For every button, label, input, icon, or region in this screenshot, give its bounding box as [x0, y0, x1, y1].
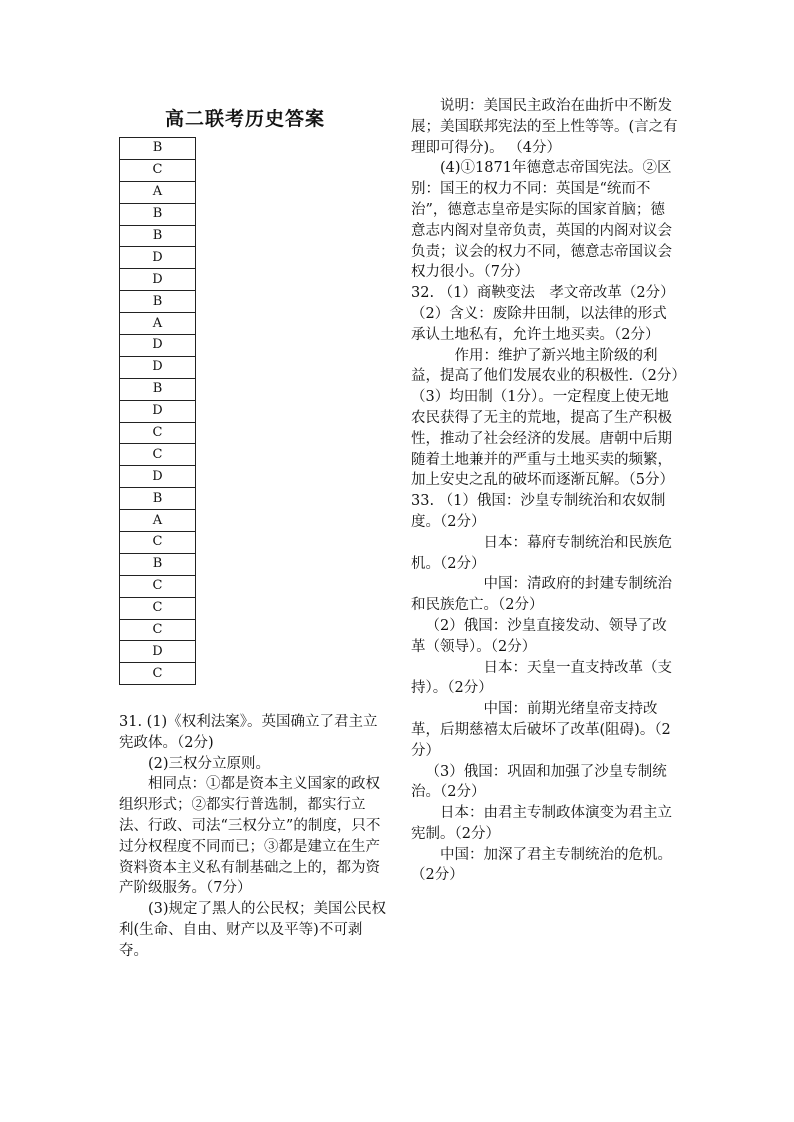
answer-cell: C — [120, 597, 196, 619]
answer-cell: B — [120, 378, 196, 400]
answer-cell: A — [120, 313, 196, 335]
answer-row — [120, 313, 196, 335]
answer-paragraph: 日本：幕府专制统治和民族危机。（2分） — [411, 534, 672, 572]
answer-paragraph: 33. （1）俄国：沙皇专制统治和农奴制度。（2分） — [411, 493, 666, 530]
answer-row — [120, 378, 196, 400]
answer-cell: C — [120, 532, 196, 554]
answer-cell: D — [120, 247, 196, 269]
answer-row — [120, 159, 196, 181]
answer-cell: D — [120, 466, 196, 488]
answer-row — [120, 663, 196, 685]
answer-cell: C — [120, 663, 196, 685]
answer-row — [120, 597, 196, 619]
answer-cell: D — [120, 269, 196, 291]
answer-cell: B — [120, 225, 196, 247]
answer-cell: D — [120, 335, 196, 357]
answer-paragraph: 作用：维护了新兴地主阶级的利益，提高了他们发展农业的积极性.（2分） — [411, 347, 686, 385]
answer-row — [120, 247, 196, 269]
answer-cell: A — [120, 510, 196, 532]
answer-paragraph: 31. (1)《权利法案》。英国确立了君主立宪政体。（2分) — [119, 714, 378, 751]
answer-row — [120, 619, 196, 641]
answer-cell: B — [120, 553, 196, 575]
right-column-answers — [411, 96, 686, 886]
answer-paragraph: （3）俄国：巩固和加强了沙皇专制统治。（2分） — [411, 763, 667, 801]
answer-cell: C — [120, 575, 196, 597]
answer-row — [120, 422, 196, 444]
answer-row — [120, 291, 196, 313]
answer-row — [120, 553, 196, 575]
answer-row — [120, 466, 196, 488]
answer-row — [120, 510, 196, 532]
answer-paragraph: 相同点：①都是资本主义国家的政权组织形式；②都实行普选制，都实行立法、行政、司法“三权分立”的制度，只不过分权程度不同而已；③都是建立在生产资料资本主义私有制基础之上的，都为资产阶级服务。（7分） — [119, 776, 381, 897]
answer-paragraph: 日本：天皇一直支持改革（支持）。（2分） — [411, 659, 672, 697]
answer-table — [119, 137, 196, 685]
answer-row — [120, 356, 196, 378]
answer-row — [120, 138, 196, 160]
answer-cell: D — [120, 641, 196, 663]
answer-row — [120, 225, 196, 247]
answer-row — [120, 181, 196, 203]
answer-paragraph: (3)规定了黑人的公民权；美国公民权利(生命、自由、财产以及平等)不可剥夺。 — [119, 901, 387, 959]
answer-row — [120, 488, 196, 510]
answer-cell: B — [120, 488, 196, 510]
answer-cell: B — [120, 138, 196, 160]
answer-cell: C — [120, 422, 196, 444]
answer-paragraph: (4)①1871年德意志帝国宪法。②区别：国王的权力不同：英国是“统而不治”，德意志皇帝是实际的国家首脑；德意志内阁对皇帝负责，英国的内阁对议会负责；议会的权力不同，德意志帝国议会权力很小。（7分） — [411, 160, 672, 281]
answer-cell: A — [120, 181, 196, 203]
answer-paragraph: 说明：美国民主政治在曲折中不断发展；美国联邦宪法的至上性等等。(言之有理即可得分)。 （4分） — [411, 98, 678, 156]
answer-paragraph: 日本：由君主专制政体演变为君主立宪制。（2分） — [411, 805, 672, 842]
document-title: 高二联考历史答案 — [165, 108, 326, 130]
answer-cell: D — [120, 356, 196, 378]
answer-row — [120, 400, 196, 422]
answer-paragraph: （2）俄国：沙皇直接发动、领导了改革（领导）。（2分） — [411, 617, 667, 655]
left-column-answers — [119, 712, 387, 962]
answer-paragraph: 中国：前期光绪皇帝支持改革，后期慈禧太后破坏了改革(阻碍)。（2分） — [411, 701, 671, 759]
answer-paragraph: 中国：清政府的封建专制统治和民族危亡。（2分） — [411, 576, 672, 614]
answer-paragraph: （3）均田制（1分）。一定程度上使无地农民获得了无主的荒地，提高了生产积极性，推动了社会经济的发展。唐朝中后期随着土地兼并的严重与土地买卖的频繁，加上安史之乱的破坏而逐渐瓦解。（5分） — [411, 389, 674, 489]
answer-row — [120, 575, 196, 597]
answer-paragraph: 32. （1）商鞅变法 孝文帝改革（2分） — [411, 285, 675, 302]
answer-cell: B — [120, 291, 196, 313]
answer-paragraph: (2)三权分立原则。 — [148, 755, 271, 772]
answer-cell: C — [120, 444, 196, 466]
answer-row — [120, 269, 196, 291]
answer-cell: B — [120, 203, 196, 225]
answer-row — [120, 444, 196, 466]
answer-paragraph: （2）含义：废除井田制，以法律的形式承认土地私有，允许土地买卖。（2分） — [411, 305, 667, 343]
answer-row — [120, 532, 196, 554]
answer-paragraph: 中国：加深了君主专制统治的危机。（2分） — [411, 846, 672, 884]
answer-row — [120, 203, 196, 225]
answer-cell: C — [120, 619, 196, 641]
answer-cell: C — [120, 159, 196, 181]
answer-row — [120, 641, 196, 663]
answer-row — [120, 335, 196, 357]
answer-cell: D — [120, 400, 196, 422]
